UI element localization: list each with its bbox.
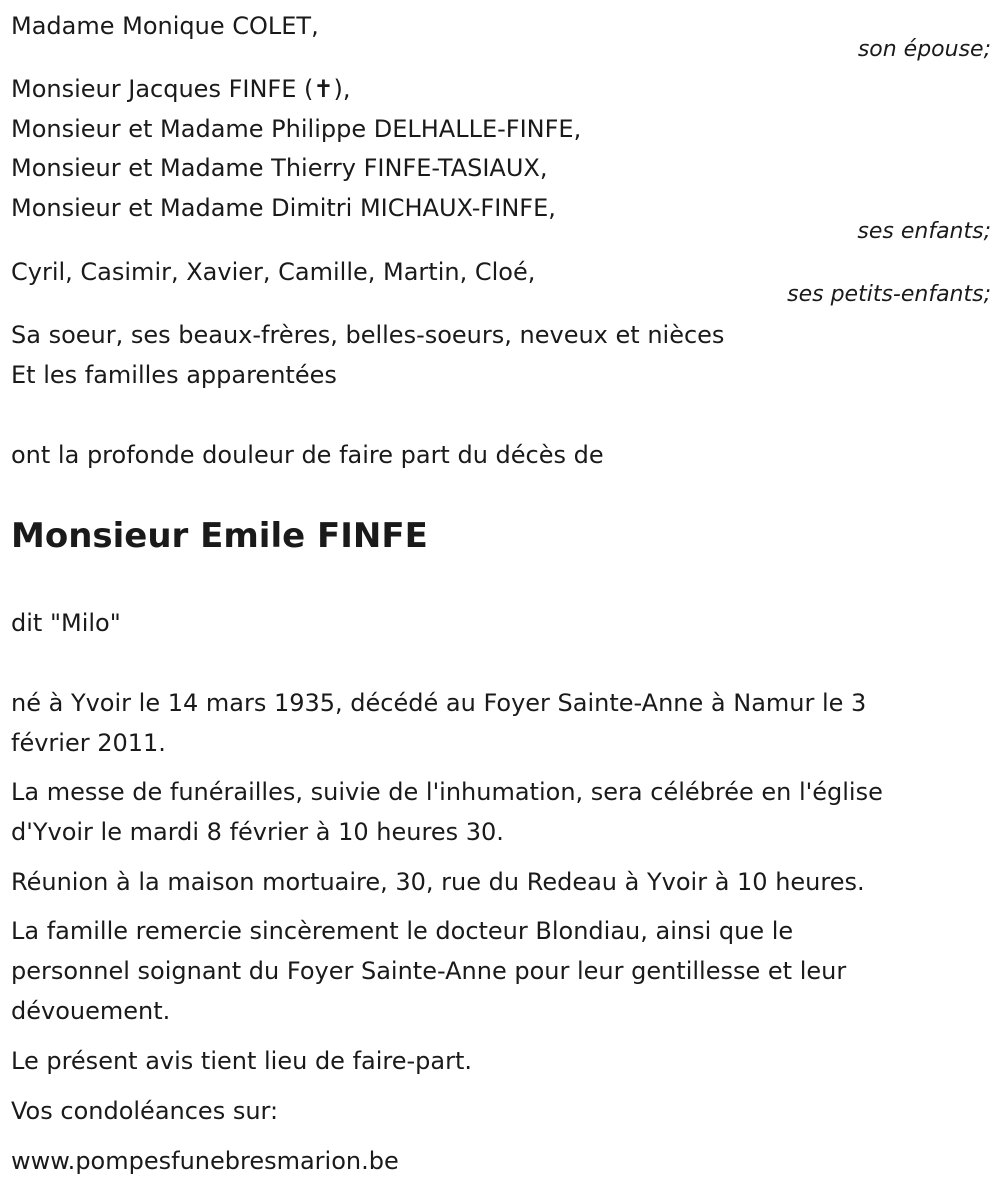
meeting-text: Réunion à la maison mortuaire, 30, rue du Redeau à Yvoir à 10 heures. <box>11 868 865 896</box>
relatives-line-2: Et les familles apparentées <box>11 361 337 389</box>
grandchildren-role: ses petits-enfants; <box>787 282 991 307</box>
spouse-name: Madame Monique COLET, <box>11 12 319 40</box>
children-role: ses enfants; <box>857 219 991 244</box>
condolences-link[interactable]: www.pompesfunebresmarion.be <box>11 1147 399 1175</box>
thanks-line-3: dévouement. <box>11 997 171 1025</box>
birth-death-line-2: février 2011. <box>11 729 166 757</box>
child-2: Monsieur et Madame Philippe DELHALLE-FINFE, <box>11 115 582 143</box>
thanks-line-2: personnel soignant du Foyer Sainte-Anne pour leur gentillesse et leur <box>11 957 847 985</box>
child-3: Monsieur et Madame Thierry FINFE-TASIAUX, <box>11 154 548 182</box>
birth-death-line-1: né à Yvoir le 14 mars 1935, décédé au Foyer Sainte-Anne à Namur le 3 <box>11 689 867 717</box>
deceased-name: Monsieur Emile FINFE <box>11 516 428 556</box>
mass-line-1: La messe de funérailles, suivie de l'inhumation, sera célébrée en l'église <box>11 778 883 806</box>
deceased-nickname: dit "Milo" <box>11 609 121 637</box>
relatives-line-1: Sa soeur, ses beaux-frères, belles-soeurs, neveux et nièces <box>11 321 725 349</box>
thanks-line-1: La famille remercie sincèrement le docteur Blondiau, ainsi que le <box>11 917 794 945</box>
announcement-text: ont la profonde douleur de faire part du décès de <box>11 441 604 469</box>
mass-line-2: d'Yvoir le mardi 8 février à 10 heures 30. <box>11 818 504 846</box>
grandchildren-names: Cyril, Casimir, Xavier, Camille, Martin, Cloé, <box>11 258 536 286</box>
spouse-role: son épouse; <box>857 37 991 62</box>
child-1: Monsieur Jacques FINFE (✝), <box>11 75 351 103</box>
child-4: Monsieur et Madame Dimitri MICHAUX-FINFE, <box>11 194 556 222</box>
notice-text: Le présent avis tient lieu de faire-part. <box>11 1047 473 1075</box>
condolences-label: Vos condoléances sur: <box>11 1097 279 1125</box>
